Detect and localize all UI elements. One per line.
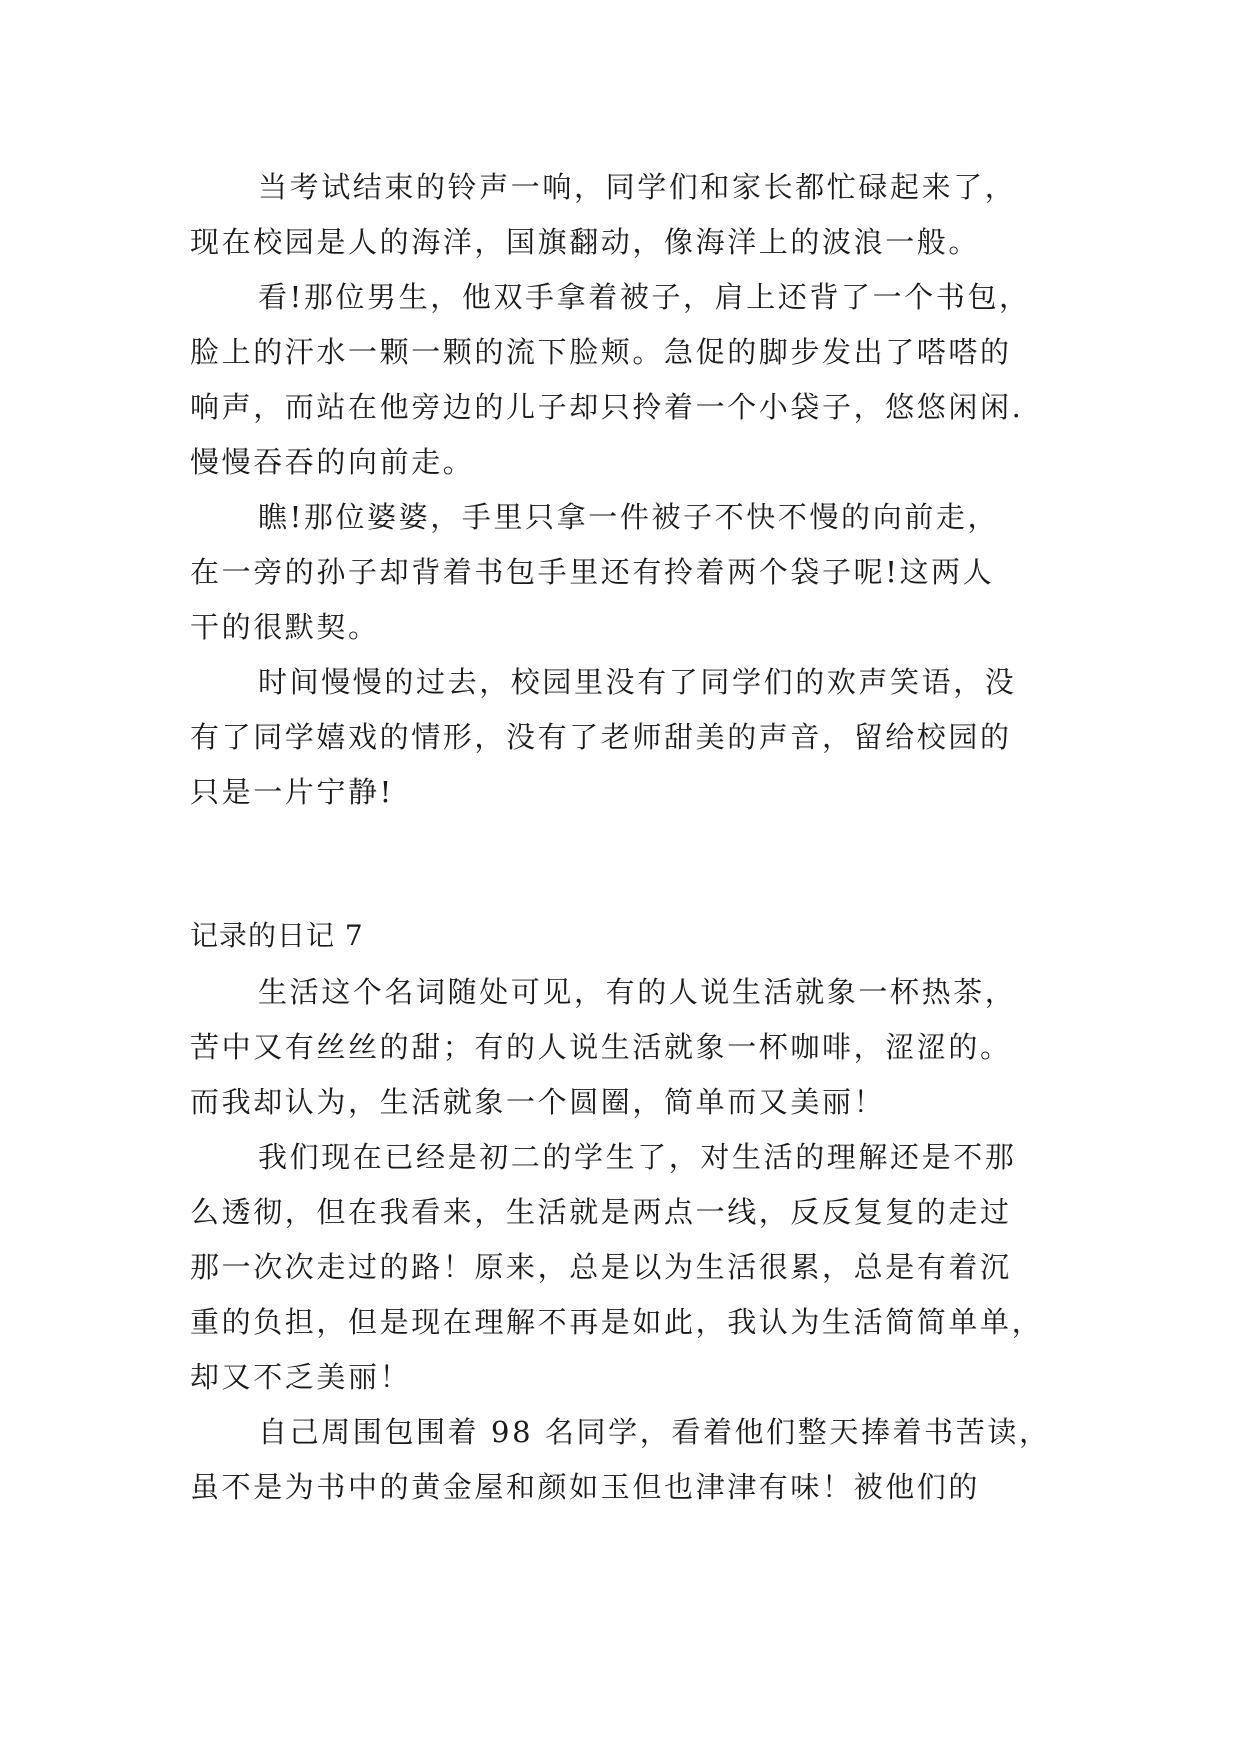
paragraph-line: 响声，而站在他旁边的儿子却只拎着一个小袋子，悠悠闲闲.	[190, 390, 1024, 424]
paragraph-line: 看!那位男生，他双手拿着被子，肩上还背了一个书包，	[258, 280, 1031, 314]
paragraph-line: 却又不乏美丽！	[190, 1360, 412, 1394]
paragraph-line: 当考试结束的铃声一响，同学们和家长都忙碌起来了，	[258, 170, 1017, 204]
paragraph-line: 重的负担，但是现在理解不再是如此，我认为生活简简单单，	[190, 1305, 1044, 1339]
paragraph-line: 么透彻，但在我看来，生活就是两点一线，反反复复的走过	[190, 1195, 1012, 1229]
paragraph-line: 在一旁的孙子却背着书包手里还有拎着两个袋子呢!这两人	[190, 555, 995, 589]
paragraph-line: 干的很默契。	[190, 610, 380, 644]
paragraph-line: 生活这个名词随处可见，有的人说生活就象一杯热茶，	[258, 975, 1017, 1009]
paragraph-line: 只是一片宁静!	[190, 775, 394, 809]
paragraph-line: 有了同学嬉戏的情形，没有了老师甜美的声音，留给校园的	[190, 720, 1012, 754]
paragraph-line: 那一次次走过的路！原来，总是以为生活很累，总是有着沉	[190, 1250, 1012, 1284]
paragraph-line: 脸上的汗水一颗一颗的流下脸颊。急促的脚步发出了嗒嗒的	[190, 335, 1012, 369]
paragraph-line: 而我却认为，生活就象一个圆圈，简单而又美丽！	[190, 1085, 886, 1119]
paragraph-line: 时间慢慢的过去，校园里没有了同学们的欢声笑语，没	[258, 665, 1017, 699]
paragraph-line: 虽不是为书中的黄金屋和颜如玉但也津津有味！被他们的	[190, 1470, 981, 1504]
paragraph-line: 自己周围包围着 98 名同学，看着他们整天捧着书苦读，	[258, 1415, 1051, 1449]
paragraph-line: 现在校园是人的海洋，国旗翻动，像海洋上的波浪一般。	[190, 225, 981, 259]
paragraph-line: 苦中又有丝丝的甜；有的人说生活就象一杯咖啡，涩涩的。	[190, 1030, 1012, 1064]
section-heading: 记录的日记 7	[190, 919, 364, 952]
paragraph-line: 瞧!那位婆婆，手里只拿一件被子不快不慢的向前走，	[258, 500, 1000, 534]
paragraph-line: 慢慢吞吞的向前走。	[190, 445, 475, 479]
paragraph-line: 我们现在已经是初二的学生了，对生活的理解还是不那	[258, 1140, 1017, 1174]
